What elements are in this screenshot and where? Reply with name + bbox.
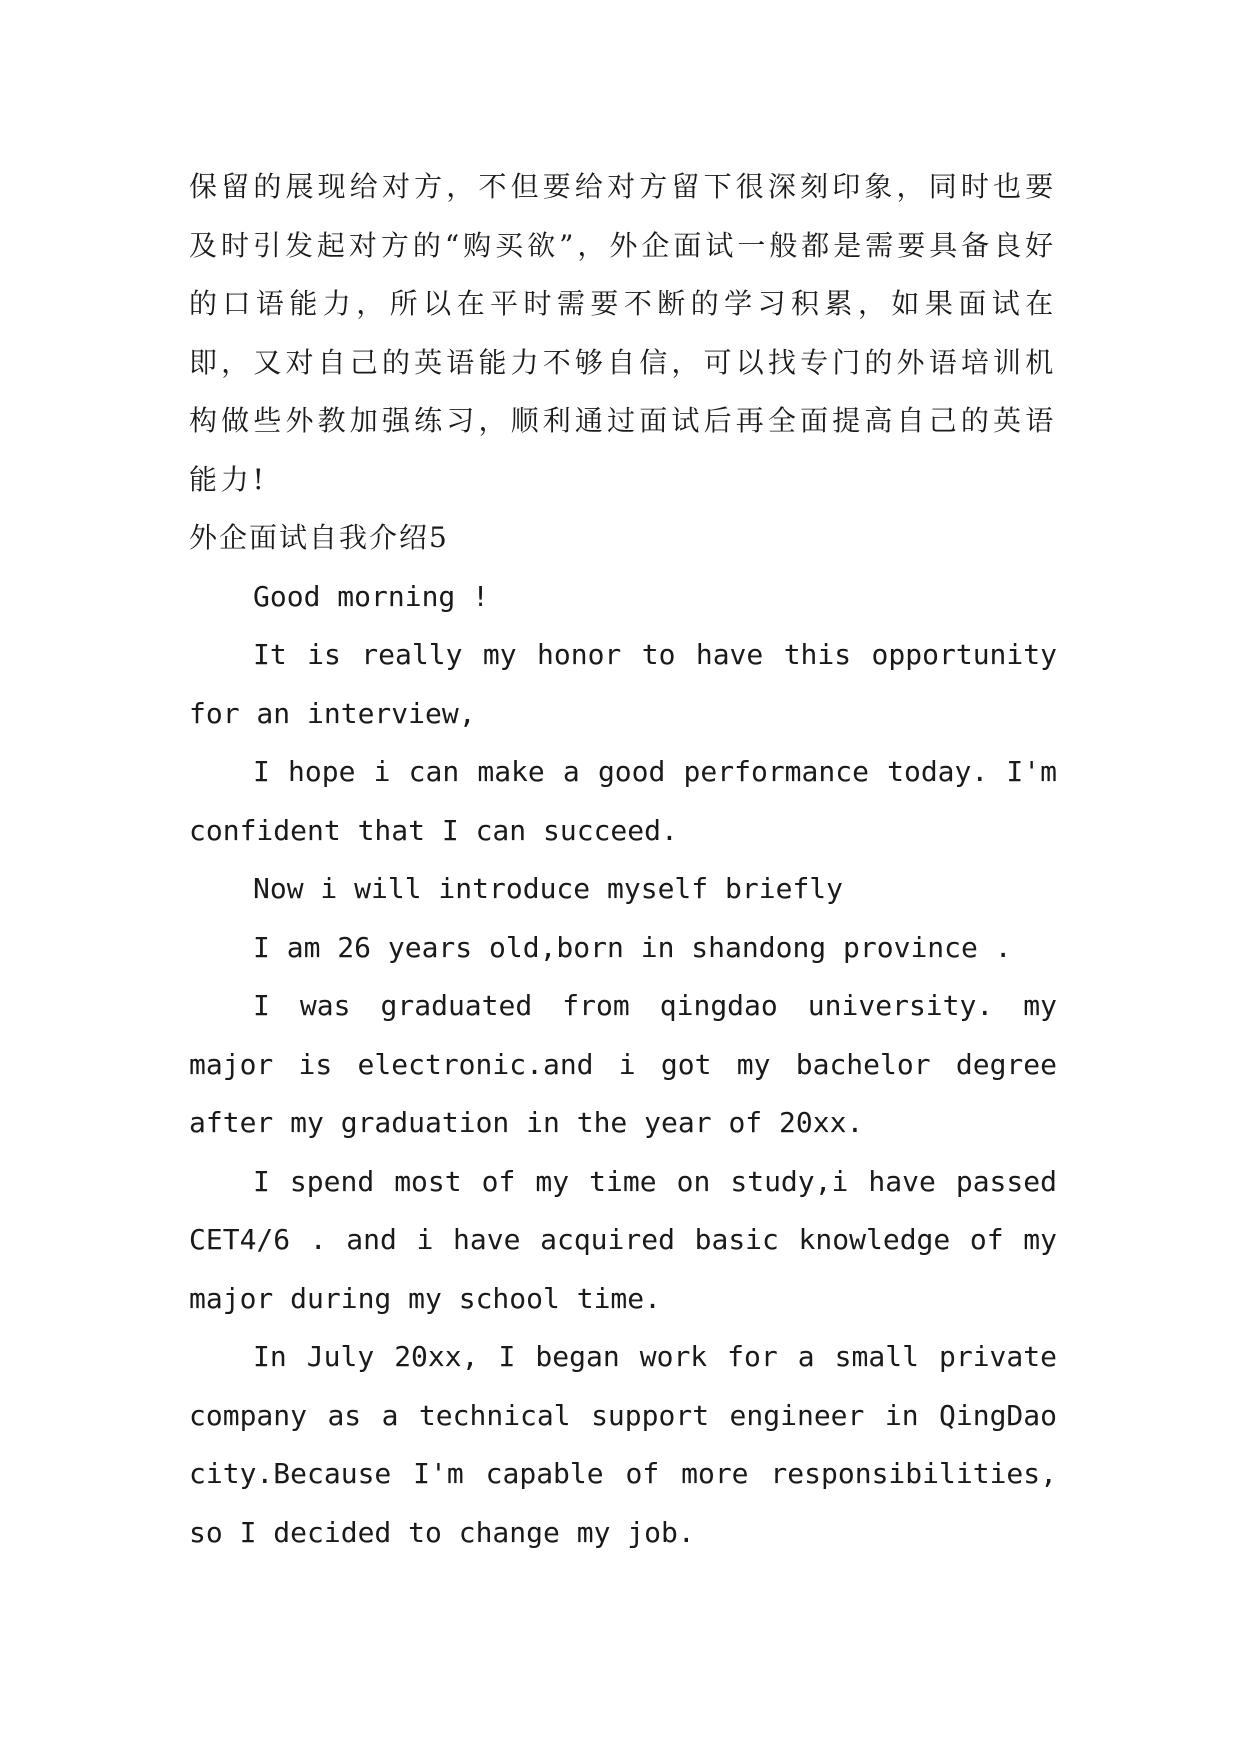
paragraph-education: I was graduated from qingdao university. my major is electronic.and i got my bachelor degree after my graduation in the year of 20xx. <box>189 989 1057 1139</box>
paragraph-chinese-intro: 保留的展现给对方，不但要给对方留下很深刻印象，同时也要及时引发起对方的“购买欲”，外企面试一般都是需要具备良好的口语能力，所以在平时需要不断的学习积累，如果面试在即，又对自己的英语能力不够自信，可以找专门的外语培训机构做些外教加强练习，顺利通过面试后再全面提高自己的英语能力! <box>189 170 1057 496</box>
paragraph-introduce: Now i will introduce myself briefly <box>253 872 844 905</box>
paragraph-honor: It is really my honor to have this opportunity for an interview, <box>189 638 1057 730</box>
paragraph-study: I spend most of my time on study,i have passed CET4/6 . and i have acquired basic knowledge of my major during my school time. <box>189 1164 1057 1315</box>
paragraph-greeting: Good morning ! <box>253 579 490 613</box>
paragraph-work: In July 20xx, I began work for a small private company as a technical support engineer in QingDao city.Because I'm capable of more responsibilities, so I decided to change my job. <box>189 1340 1057 1549</box>
paragraph-performance: I hope i can make a good performance today. I'm confident that I can succeed. <box>189 755 1057 847</box>
paragraph-age: I am 26 years old,born in shandong province . <box>253 930 1012 964</box>
section-heading: 外企面试自我介绍5 <box>189 521 449 554</box>
document-body <box>189 158 1057 1562</box>
